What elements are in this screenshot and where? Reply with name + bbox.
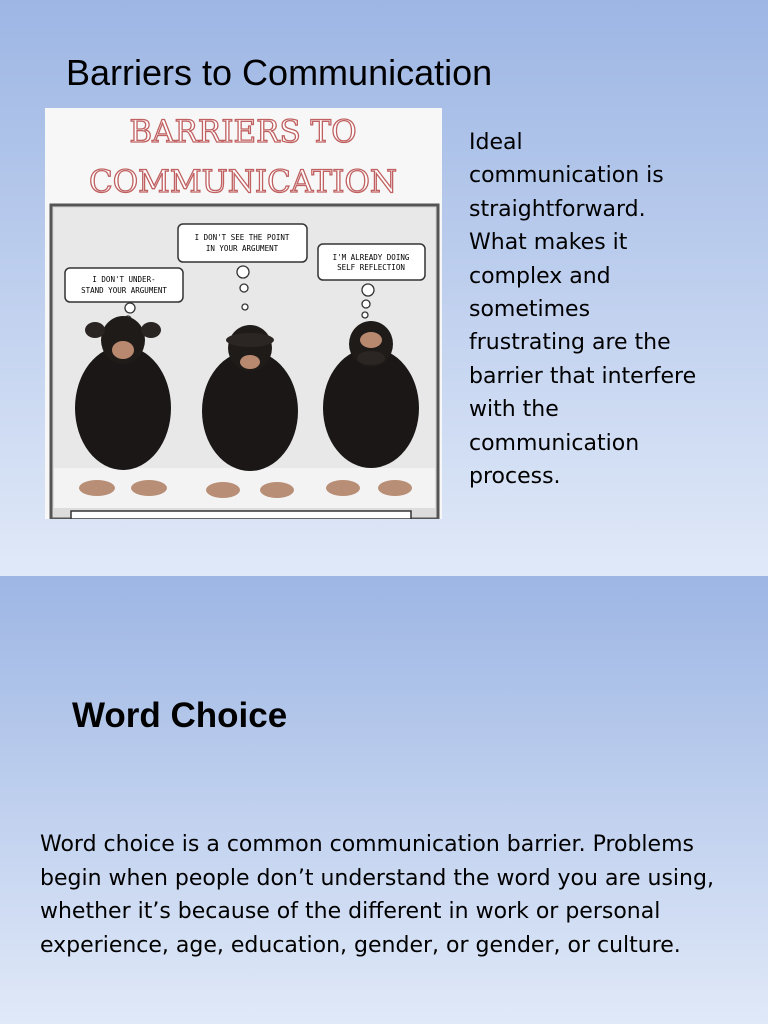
svg-text:SELF REFLECTION: SELF REFLECTION	[337, 263, 405, 272]
slide-body-text: Ideal communication is straightforward. What makes it complex and sometimes frustrating are the barrier that interfere with the communication process.	[469, 130, 697, 490]
picture-heading-2: COMMUNICATION	[89, 164, 397, 200]
three-monkeys-picture	[45, 108, 442, 519]
svg-text:I'M ALREADY DOING: I'M ALREADY DOING	[332, 253, 410, 262]
picture-heading-1: BARRIERS TO	[129, 114, 357, 150]
slide-title: Barriers to Communication	[66, 52, 493, 93]
slide-word-choice	[0, 576, 768, 1024]
slide-title: Word Choice	[72, 696, 288, 735]
svg-text:IN YOUR ARGUMENT: IN YOUR ARGUMENT	[205, 244, 279, 253]
svg-text:I DON'T UNDER-: I DON'T UNDER-	[92, 275, 156, 284]
slide-body-text: Word choice is a common communication barrier. Problems begin when people don’t understand the word you are using, whether it’s because of the different in work or personal experience, age, education, gender, or gender, or culture.	[40, 832, 714, 958]
svg-text:STAND YOUR ARGUMENT: STAND YOUR ARGUMENT	[81, 286, 167, 295]
svg-text:I DON'T SEE THE POINT: I DON'T SEE THE POINT	[194, 233, 290, 242]
